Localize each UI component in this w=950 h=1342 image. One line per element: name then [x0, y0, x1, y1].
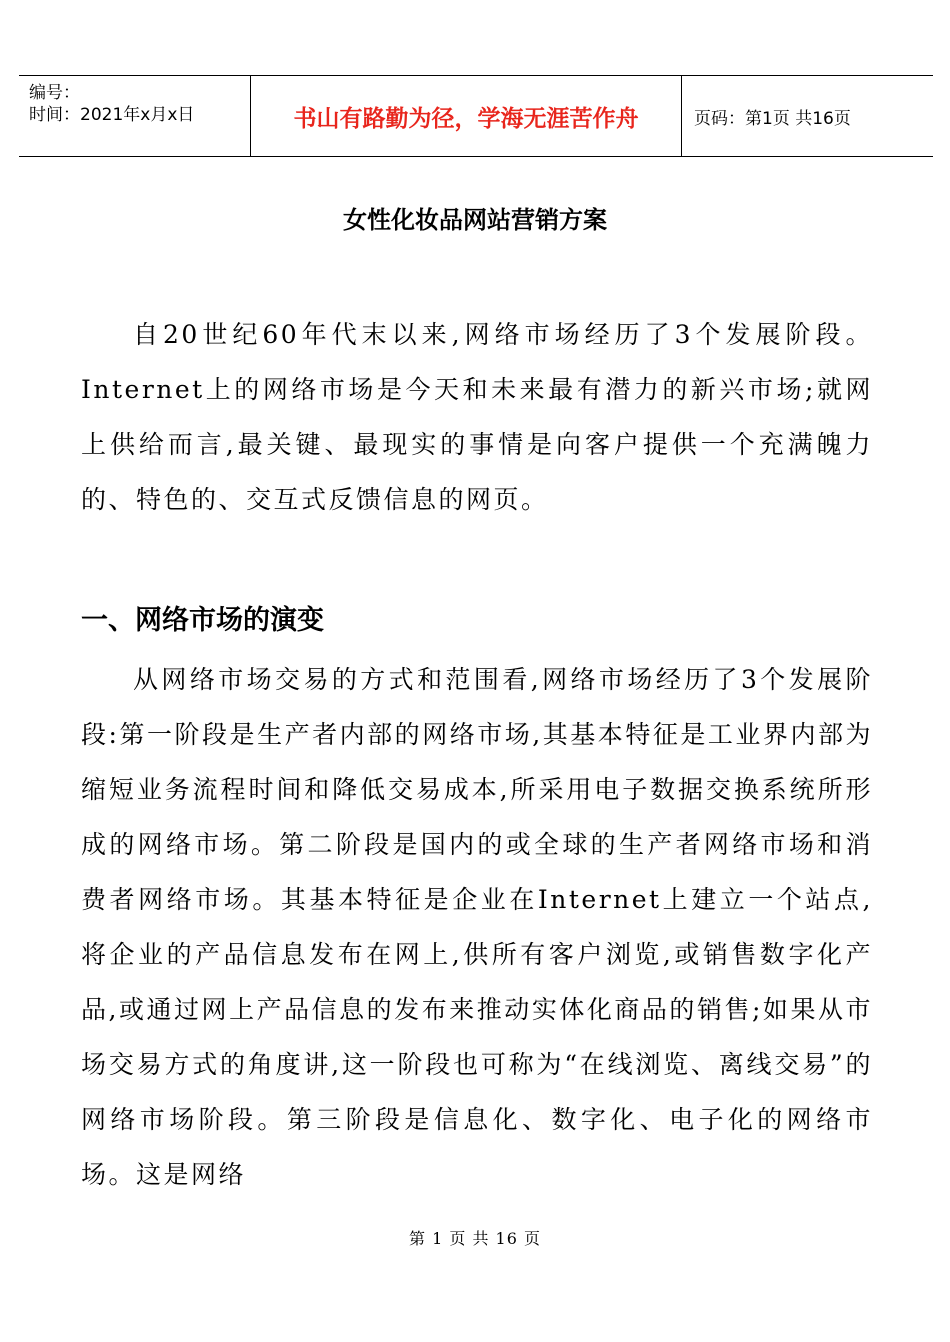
- page-footer: 第 1 页 共 16 页: [409, 1229, 541, 1248]
- document-title: 女性化妆品网站营销方案: [343, 206, 607, 234]
- document-date-label: 时间：2021年x月x日: [29, 105, 195, 125]
- header-meta-cell: [19, 76, 251, 156]
- document-number-label: 编号：: [29, 83, 80, 103]
- section-heading: 一、网络市场的演变: [81, 605, 324, 636]
- intro-paragraph: 自20世纪60年代末以来,网络市场经历了3个发展阶段。Internet上的网络市场是今天和未来最有潜力的新兴市场;就网上供给而言,最关键、最现实的事情是向客户提供一个充满魄力的、特色的、交互式反馈信息的网页。: [81, 320, 873, 514]
- document-header: [19, 75, 933, 157]
- header-motto: 书山有路勤为径，学海无涯苦作舟: [251, 76, 682, 156]
- header-page-code: 页码：第1页 共16页: [694, 108, 851, 129]
- section-paragraph: 从网络市场交易的方式和范围看,网络市场经历了3个发展阶段:第一阶段是生产者内部的网络市场,其基本特征是工业界内部为缩短业务流程时间和降低交易成本,所采用电子数据交换系统所形成的网络市场。第二阶段是国内的或全球的生产者网络市场和消费者网络市场。其基本特征是企业在Internet上建立一个站点,将企业的产品信息发布在网上,供所有客户浏览,或销售数字化产品,或通过网上产品信息的发布来推动实体化商品的销售;如果从市场交易方式的角度讲,这一阶段也可称为“在线浏览、离线交易”的网络市场阶段。第三阶段是信息化、数字化、电子化的网络市场。这是网络: [81, 665, 873, 1189]
